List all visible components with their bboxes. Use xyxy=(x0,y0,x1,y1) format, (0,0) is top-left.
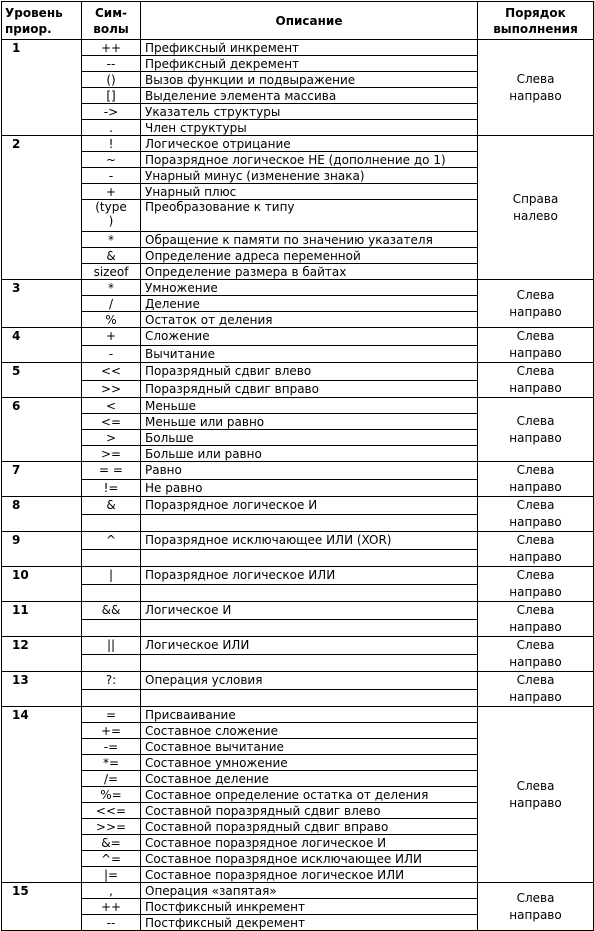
priority-level: 4 xyxy=(2,328,82,363)
operator-symbol: >= xyxy=(82,446,141,462)
table-row xyxy=(2,567,594,585)
operator-description: Составной поразрядный сдвиг влево xyxy=(141,803,478,819)
operator-symbol: (type ) xyxy=(82,200,141,232)
table-body xyxy=(2,40,594,931)
operator-symbol: () xyxy=(82,72,141,88)
header-order: Порядок выполнения xyxy=(478,2,594,40)
operator-description: Поразрядное логическое И xyxy=(141,497,478,515)
operator-symbol: = xyxy=(82,707,141,723)
operator-symbol: ^ xyxy=(82,532,141,550)
table-row xyxy=(2,883,594,899)
operator-symbol xyxy=(82,654,141,672)
operator-symbol: - xyxy=(82,345,141,363)
table-row xyxy=(2,672,594,690)
operator-symbol xyxy=(82,619,141,637)
operator-description: Составное деление xyxy=(141,771,478,787)
operator-symbol: <= xyxy=(82,414,141,430)
operator-description: Составное определение остатка от деления xyxy=(141,787,478,803)
operator-description: Равно xyxy=(141,462,478,480)
table-row xyxy=(2,363,594,381)
operator-symbol: ?: xyxy=(82,672,141,690)
operator-description: Операция условия xyxy=(141,672,478,690)
operator-description: Вычитание xyxy=(141,345,478,363)
operator-symbol: -- xyxy=(82,56,141,72)
evaluation-order: Слева направо xyxy=(478,883,594,931)
operator-symbol: -= xyxy=(82,739,141,755)
evaluation-order: Слева направо xyxy=(478,40,594,136)
table-row xyxy=(2,497,594,515)
operator-description: Постфиксный инкремент xyxy=(141,899,478,915)
operator-symbol: sizeof xyxy=(82,264,141,280)
operator-description: Поразрядный сдвиг влево xyxy=(141,363,478,381)
operator-description: Обращение к памяти по значению указателя xyxy=(141,232,478,248)
priority-level: 3 xyxy=(2,280,82,328)
operator-symbol: %= xyxy=(82,787,141,803)
operator-symbol: && xyxy=(82,602,141,620)
operator-description xyxy=(141,549,478,567)
priority-level: 8 xyxy=(2,497,82,532)
priority-level: 2 xyxy=(2,136,82,280)
evaluation-order: Слева направо xyxy=(478,328,594,363)
table-row xyxy=(2,398,594,414)
operator-description xyxy=(141,689,478,707)
operator-symbol: - xyxy=(82,168,141,184)
table-row xyxy=(2,328,594,346)
operator-description: Логическое отрицание xyxy=(141,136,478,152)
operator-symbol: || xyxy=(82,637,141,655)
operator-description: Умножение xyxy=(141,280,478,296)
operator-symbol: -> xyxy=(82,104,141,120)
operator-description: Унарный минус (изменение знака) xyxy=(141,168,478,184)
header-description: Описание xyxy=(141,2,478,40)
operator-description xyxy=(141,654,478,672)
operator-description: Выделение элемента массива xyxy=(141,88,478,104)
operator-symbol: ++ xyxy=(82,40,141,56)
operator-symbol xyxy=(82,689,141,707)
operator-description: Операция «запятая» xyxy=(141,883,478,899)
operator-symbol: << xyxy=(82,363,141,381)
priority-level: 6 xyxy=(2,398,82,462)
table-row xyxy=(2,280,594,296)
table-row xyxy=(2,462,594,480)
operator-symbol: + xyxy=(82,184,141,200)
header-level: Уровень приор. xyxy=(2,2,82,40)
priority-level: 15 xyxy=(2,883,82,931)
operator-symbol: . xyxy=(82,120,141,136)
operator-symbol: ^= xyxy=(82,851,141,867)
operator-description: Поразрядное логическое НЕ (дополнение до 1) xyxy=(141,152,478,168)
operator-description: Поразрядное исключающее ИЛИ (XOR) xyxy=(141,532,478,550)
operator-description: Определение размера в байтах xyxy=(141,264,478,280)
operator-description: Деление xyxy=(141,296,478,312)
evaluation-order: Слева направо xyxy=(478,497,594,532)
evaluation-order: Слева направо xyxy=(478,637,594,672)
operator-symbol: ! xyxy=(82,136,141,152)
operator-description: Поразрядное логическое ИЛИ xyxy=(141,567,478,585)
operator-description: Составной поразрядный сдвиг вправо xyxy=(141,819,478,835)
operator-symbol: & xyxy=(82,248,141,264)
operator-symbol: + xyxy=(82,328,141,346)
operator-symbol: > xyxy=(82,430,141,446)
operator-description: Составное поразрядное логическое ИЛИ xyxy=(141,867,478,883)
operator-symbol xyxy=(82,514,141,532)
table-row xyxy=(2,602,594,620)
operator-description: Префиксный инкремент xyxy=(141,40,478,56)
operator-symbol: += xyxy=(82,723,141,739)
operator-symbol: * xyxy=(82,280,141,296)
evaluation-order: Слева направо xyxy=(478,462,594,497)
operator-symbol: != xyxy=(82,479,141,497)
operator-symbol: /= xyxy=(82,771,141,787)
priority-level: 12 xyxy=(2,637,82,672)
operator-description: Составное сложение xyxy=(141,723,478,739)
operator-symbol: *= xyxy=(82,755,141,771)
operator-symbol xyxy=(82,549,141,567)
table-row xyxy=(2,40,594,56)
operator-symbol: < xyxy=(82,398,141,414)
table-row xyxy=(2,707,594,723)
table-row xyxy=(2,532,594,550)
header-symbols: Сим-волы xyxy=(82,2,141,40)
priority-level: 14 xyxy=(2,707,82,883)
operator-description: Поразрядный сдвиг вправо xyxy=(141,380,478,398)
operator-description: Больше или равно xyxy=(141,446,478,462)
operator-symbol: ++ xyxy=(82,899,141,915)
operator-description: Не равно xyxy=(141,479,478,497)
operator-precedence-table xyxy=(1,1,594,931)
operator-description xyxy=(141,514,478,532)
priority-level: 11 xyxy=(2,602,82,637)
operator-description: Префиксный декремент xyxy=(141,56,478,72)
table-header xyxy=(2,2,594,40)
table-row xyxy=(2,637,594,655)
evaluation-order: Слева направо xyxy=(478,398,594,462)
header-row xyxy=(2,2,594,40)
operator-symbol: >>= xyxy=(82,819,141,835)
operator-description: Член структуры xyxy=(141,120,478,136)
evaluation-order: Слева направо xyxy=(478,672,594,707)
operator-symbol: <<= xyxy=(82,803,141,819)
operator-description: Унарный плюс xyxy=(141,184,478,200)
evaluation-order: Слева направо xyxy=(478,602,594,637)
operator-description: Логическое ИЛИ xyxy=(141,637,478,655)
operator-description: Остаток от деления xyxy=(141,312,478,328)
operator-description xyxy=(141,584,478,602)
operator-symbol: [] xyxy=(82,88,141,104)
operator-description: Меньше xyxy=(141,398,478,414)
operator-description: Составное поразрядное исключающее ИЛИ xyxy=(141,851,478,867)
operator-description: Вызов функции и подвыражение xyxy=(141,72,478,88)
operator-symbol: % xyxy=(82,312,141,328)
operator-symbol: ~ xyxy=(82,152,141,168)
operator-symbol: & xyxy=(82,497,141,515)
evaluation-order: Слева направо xyxy=(478,707,594,883)
operator-symbol: , xyxy=(82,883,141,899)
operator-symbol: >> xyxy=(82,380,141,398)
operator-description xyxy=(141,619,478,637)
operator-description: Указатель структуры xyxy=(141,104,478,120)
operator-symbol: &= xyxy=(82,835,141,851)
evaluation-order: Справа налево xyxy=(478,136,594,280)
evaluation-order: Слева направо xyxy=(478,532,594,567)
operator-description: Составное вычитание xyxy=(141,739,478,755)
evaluation-order: Слева направо xyxy=(478,567,594,602)
priority-level: 5 xyxy=(2,363,82,398)
operator-description: Составное поразрядное логическое И xyxy=(141,835,478,851)
table-row xyxy=(2,136,594,152)
operator-description: Определение адреса переменной xyxy=(141,248,478,264)
operator-description: Преобразование к типу xyxy=(141,200,478,232)
operator-symbol: / xyxy=(82,296,141,312)
operator-symbol xyxy=(82,584,141,602)
priority-level: 13 xyxy=(2,672,82,707)
operator-description: Присваивание xyxy=(141,707,478,723)
operator-description: Больше xyxy=(141,430,478,446)
operator-symbol: |= xyxy=(82,867,141,883)
operator-description: Логическое И xyxy=(141,602,478,620)
operator-symbol: = = xyxy=(82,462,141,480)
priority-level: 1 xyxy=(2,40,82,136)
operator-description: Постфиксный декремент xyxy=(141,915,478,931)
priority-level: 9 xyxy=(2,532,82,567)
priority-level: 10 xyxy=(2,567,82,602)
operator-description: Сложение xyxy=(141,328,478,346)
priority-level: 7 xyxy=(2,462,82,497)
operator-description: Меньше или равно xyxy=(141,414,478,430)
evaluation-order: Слева направо xyxy=(478,280,594,328)
operator-description: Составное умножение xyxy=(141,755,478,771)
operator-symbol: * xyxy=(82,232,141,248)
operator-symbol: | xyxy=(82,567,141,585)
evaluation-order: Слева направо xyxy=(478,363,594,398)
operator-symbol: -- xyxy=(82,915,141,931)
